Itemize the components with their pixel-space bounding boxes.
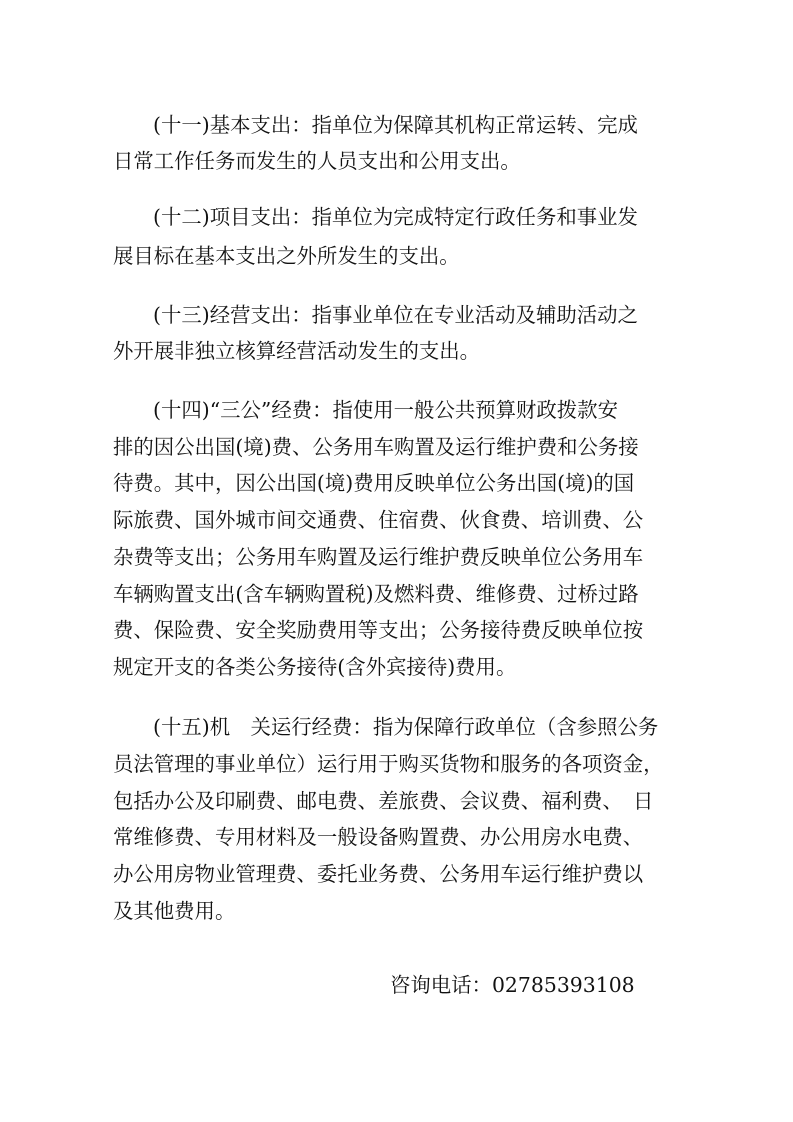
text-line: 日常工作任务而发生的人员支出和公用支出。 [113, 149, 521, 173]
text-line: (十三)经营支出：指事业单位在专业活动及辅助活动之 [153, 303, 638, 327]
text-line: 费、保险费、安全奖励费用等支出；公务接待费反映单位按 [113, 618, 644, 642]
text-line: (十一)基本支出：指单位为保障其机构正常运转、完成 [153, 113, 638, 137]
text-line: (十五)机 关运行经费：指为保障行政单位（含参照公务 [153, 715, 659, 739]
text-line: 待费。其中，因公出国(境)费用反映单位公务出国(境)的国 [113, 471, 635, 495]
text-line: 车辆购置支出(含车辆购置税)及燃料费、维修费、过桥过路 [113, 582, 639, 606]
text-line: (十四)“三公”经费：指使用一般公共预算财政拨款安 [153, 398, 618, 422]
text-line: 办公用房物业管理费、委托业务费、公务用车运行维护费以 [113, 862, 644, 886]
text-line: 展目标在基本支出之外所发生的支出。 [113, 244, 460, 268]
contact-phone: 咨询电话：02785393108 [390, 973, 635, 997]
text-line: 杂费等支出；公务用车购置及运行维护费反映单位公务用车 [113, 545, 644, 569]
text-line: (十二)项目支出：指单位为完成特定行政任务和事业发 [153, 205, 638, 229]
text-line: 及其他费用。 [113, 899, 236, 923]
text-line: 员法管理的事业单位）运行用于购买货物和服务的各项资金， [113, 752, 664, 776]
text-line: 际旅费、国外城市间交通费、住宿费、伙食费、培训费、公 [113, 508, 644, 532]
text-line: 排的因公出国(境)费、公务用车购置及运行维护费和公务接 [113, 435, 639, 459]
text-line: 包括办公及印刷费、邮电费、差旅费、会议费、福利费、 日 [113, 789, 654, 813]
text-line: 外开展非独立核算经营活动发生的支出。 [113, 339, 481, 363]
text-line: 常维修费、专用材料及一般设备购置费、办公用房水电费、 [113, 825, 644, 849]
text-line: 规定开支的各类公务接待(含外宾接待)费用。 [113, 655, 517, 679]
